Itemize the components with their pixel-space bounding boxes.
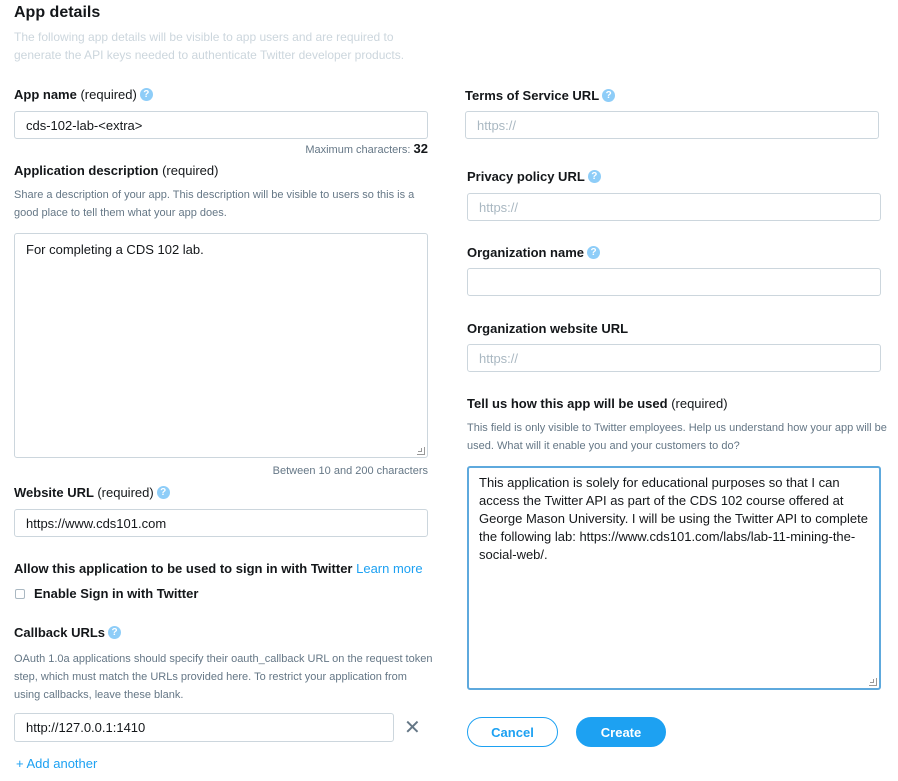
tos-input[interactable]: https://	[465, 111, 879, 139]
add-another-button[interactable]: + Add another	[16, 756, 98, 771]
tos-label: Terms of Service URL ?	[465, 88, 615, 103]
enable-signin-label[interactable]: Enable Sign in with Twitter	[34, 586, 199, 601]
usage-textarea[interactable]: This application is solely for educational purposes so that I can access the Twitter API as part of the CDS 102 course offered at George Mason University. I will be using the Twitter API to complete the following lab: https://www.cds101.com/labs/lab-11-mining-the-social-web/.	[467, 466, 881, 690]
callback-label: Callback URLs ?	[14, 625, 121, 640]
usage-hint: This field is only visible to Twitter employees. Help us understand how your app will be used. What will it enable you and your customers to do?	[467, 422, 887, 452]
org-name-input[interactable]	[467, 268, 881, 296]
close-icon[interactable]: ✕	[404, 717, 421, 739]
website-input[interactable]: https://www.cds101.com	[14, 509, 428, 537]
learn-more-link[interactable]: Learn more	[356, 561, 423, 576]
help-icon[interactable]: ?	[140, 88, 153, 101]
callback-hint: OAuth 1.0a applications should specify their oauth_callback URL on the request token step, which must match the URLs provided here. To restrict your application from using callbacks, leave these blank.	[14, 653, 433, 701]
org-url-input[interactable]: https://	[467, 344, 881, 372]
help-icon[interactable]: ?	[157, 486, 170, 499]
privacy-label: Privacy policy URL ?	[467, 169, 601, 184]
enable-signin-checkbox[interactable]	[15, 589, 25, 599]
privacy-input[interactable]: https://	[467, 193, 881, 221]
help-icon[interactable]: ?	[588, 170, 601, 183]
description-textarea[interactable]: For completing a CDS 102 lab.	[14, 233, 428, 458]
plus-icon: +	[16, 756, 24, 771]
create-button[interactable]: Create	[576, 717, 666, 747]
callback-url-input[interactable]: http://127.0.0.1:1410	[14, 713, 394, 742]
signin-label: Allow this application to be used to sign in with Twitter Learn more	[14, 561, 423, 576]
website-label: Website URL (required) ?	[14, 485, 170, 500]
help-icon[interactable]: ?	[587, 246, 600, 259]
page-subtitle: The following app details will be visible to app users and are required to generate the API keys needed to authenticate Twitter developer products.	[14, 30, 405, 62]
description-limit: Between 10 and 200 characters	[272, 465, 428, 477]
cancel-button[interactable]: Cancel	[467, 717, 558, 747]
usage-label: Tell us how this app will be used (required)	[467, 396, 728, 411]
help-icon[interactable]: ?	[108, 626, 121, 639]
org-url-label: Organization website URL	[467, 321, 629, 336]
app-name-input[interactable]: cds-102-lab-<extra>	[14, 111, 428, 139]
app-name-label: App name (required) ?	[14, 87, 153, 102]
max-characters: Maximum characters: 32	[305, 141, 428, 156]
org-name-label: Organization name ?	[467, 245, 600, 260]
page-title: App details	[14, 4, 101, 21]
resize-handle-icon[interactable]	[417, 447, 425, 455]
description-label: Application description (required)	[14, 163, 219, 178]
help-icon[interactable]: ?	[602, 89, 615, 102]
resize-handle-icon[interactable]	[869, 678, 877, 686]
description-hint: Share a description of your app. This description will be visible to users so this is a good place to tell them what your app does.	[14, 189, 415, 219]
